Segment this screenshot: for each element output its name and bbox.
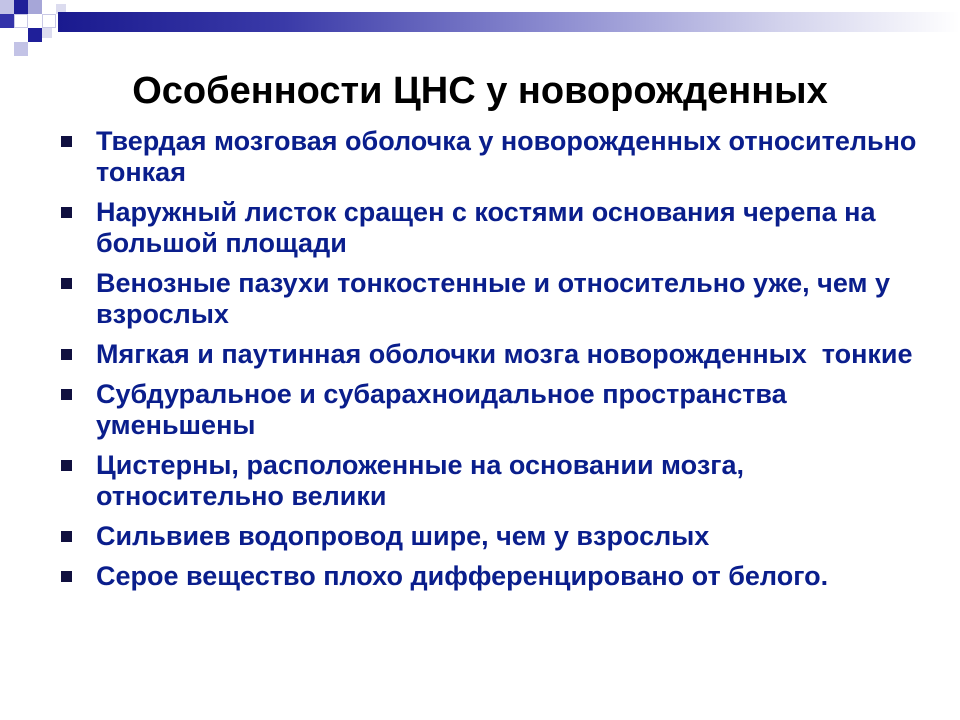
bullet-item bbox=[58, 126, 938, 188]
square-bullet-icon bbox=[61, 278, 72, 289]
bullet-text: Серое вещество плохо дифференцировано от белого. bbox=[96, 561, 829, 591]
bullet-text: Субдуральное и субарахноидальное пространства уменьшены bbox=[96, 379, 787, 440]
bullet-text: Сильвиев водопровод шире, чем у взрослых bbox=[96, 521, 710, 551]
decorative-square bbox=[28, 28, 42, 42]
square-bullet-icon bbox=[61, 136, 72, 147]
decorative-square bbox=[28, 0, 42, 14]
bullet-text: Твердая мозговая оболочка у новорожденных относительно тонкая bbox=[96, 126, 917, 187]
bullet-item bbox=[58, 521, 938, 552]
bullet-item bbox=[58, 339, 938, 370]
decorative-square bbox=[0, 0, 14, 14]
bullet-text: Мягкая и паутинная оболочки мозга новорожденных тонкие bbox=[96, 339, 913, 369]
header-gradient-bar bbox=[58, 12, 960, 32]
decorative-square bbox=[0, 14, 14, 28]
decorative-square bbox=[14, 0, 28, 14]
bullet-text: Венозные пазухи тонкостенные и относительно уже, чем у взрослых bbox=[96, 268, 891, 329]
decorative-square bbox=[42, 14, 56, 28]
bullet-item bbox=[58, 268, 938, 330]
square-bullet-icon bbox=[61, 571, 72, 582]
decorative-square bbox=[14, 42, 28, 56]
bullet-text: Цистерны, расположенные на основании мозга, относительно велики bbox=[96, 450, 744, 511]
square-bullet-icon bbox=[61, 389, 72, 400]
decorative-square bbox=[42, 28, 52, 38]
bullet-item bbox=[58, 379, 938, 441]
decorative-square bbox=[14, 14, 28, 28]
bullet-text: Наружный листок сращен с костями основания черепа на большой площади bbox=[96, 197, 876, 258]
bullet-item bbox=[58, 561, 938, 592]
bullet-list bbox=[58, 126, 938, 601]
bullet-item bbox=[58, 197, 938, 259]
square-bullet-icon bbox=[61, 207, 72, 218]
square-bullet-icon bbox=[61, 531, 72, 542]
slide-title: Особенности ЦНС у новорожденных bbox=[132, 70, 828, 112]
bullet-item bbox=[58, 450, 938, 512]
square-bullet-icon bbox=[61, 349, 72, 360]
square-bullet-icon bbox=[61, 460, 72, 471]
